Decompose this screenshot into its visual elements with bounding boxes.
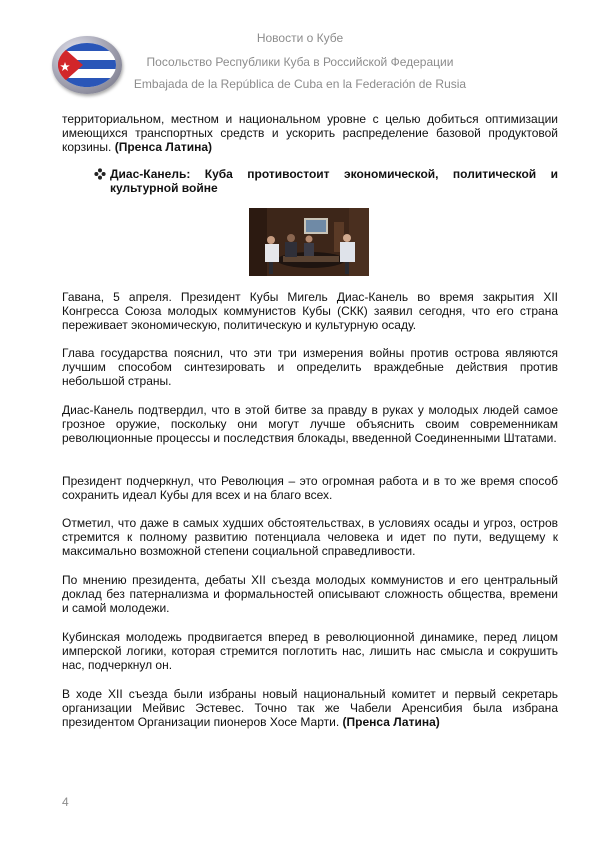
diamond-bullet-icon [94,168,106,180]
article-final-paragraph [62,687,558,729]
article-paragraph: Кубинская молодежь продвигается вперед в революционной динамике, перед лицом имперской логики, которая стремится поглотить нас, лишить нас смысла и сокрушить нас, подчеркнул он. [62,630,558,672]
article-source: (Пренса Латина) [342,715,440,729]
continuation-paragraph [62,112,558,154]
continuation-source: (Пренса Латина) [114,140,212,154]
article-title: Диас-Канель: Куба противостоит экономической, политической и культурной войне [110,167,558,195]
continuation-text: территориальном, местном и национальном уровне с целью добиться оптимизации имеющихся транспортных средств и ускорить распределение базовой продуктовой корзины. [62,112,558,154]
article-paragraph: Диас-Канель подтвердил, что в этой битве за правду в руках у молодых людей самое грозное оружие, поскольку они могут лучше объяснить своим современникам революционные процессы и последствия блокады, введенной Соединенными Штатами. [62,403,558,445]
header-embassy-ru: Посольство Республики Куба в Российской Федерации [146,55,454,69]
page-number: 4 [62,795,69,809]
article-photo [249,208,369,276]
article-paragraph: Гавана, 5 апреля. Президент Кубы Мигель Диас-Канель во время закрытия XII Конгресса Союза молодых коммунистов Кубы (СКК) заявил сегодня, что его страна переживает экономическую, политическую и культурную осаду. [62,290,558,332]
article-paragraph: Отметил, что даже в самых худших обстоятельствах, в условиях осады и угроз, остров стремится к полному развитию потенциала человека и идет по пути, ведущему к максимально возможной степени социальной справедливости. [62,516,558,558]
header-title: Новости о Кубе [256,31,344,45]
article-paragraph: По мнению президента, дебаты XII съезда молодых коммунистов и его центральный доклад без патернализма и формальностей описывают сложность общества, времени и самой молодежи. [62,573,558,615]
article-paragraph: Президент подчеркнул, что Революция – это огромная работа и в то же время способ сохранить идеал Кубы для всех и на благо всех. [62,474,558,502]
header-embassy-es: Embajada de la República de Cuba en la Federación de Rusia [133,77,467,91]
article-paragraph: Глава государства пояснил, что эти три измерения войны против острова являются лучшим способом синтезировать и определить враждебные действия против небольшой страны. [62,346,558,388]
article-paragraph: В ходе XII съезда были избраны новый национальный комитет и первый секретарь организации Мейвис Эстевес. Точно так же Чабели Аренсибия была избрана президентом Организации пионеров Хосе Марти. [62,687,558,729]
